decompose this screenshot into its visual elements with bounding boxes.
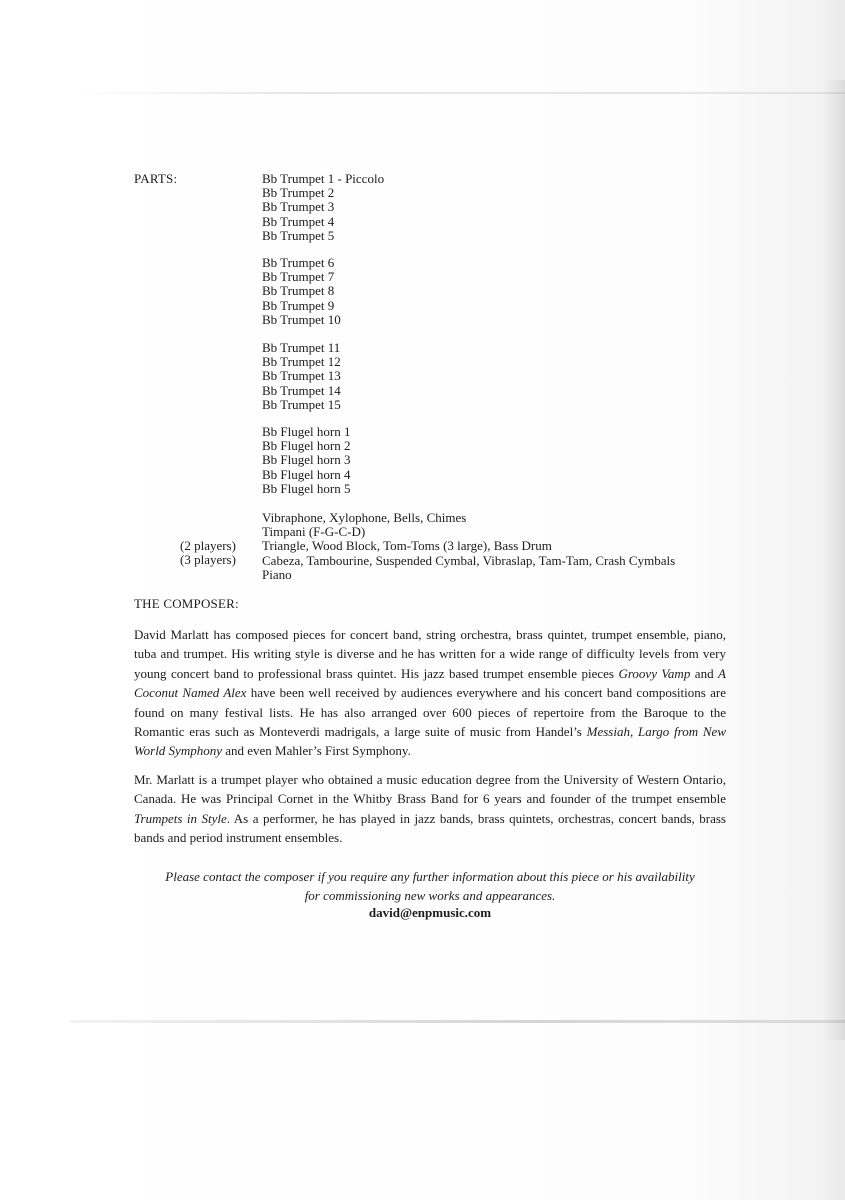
part-item: Triangle, Wood Block, Tom-Toms (3 large), Bass Drum: [262, 538, 552, 554]
part-item: Bb Trumpet 9: [262, 297, 335, 313]
contact-line-2: for commissioning new works and appearances.: [304, 888, 556, 903]
part-item: Bb Trumpet 15: [262, 396, 341, 412]
players-note-3: (3 players): [180, 552, 236, 568]
part-item: Bb Trumpet 14: [262, 382, 341, 398]
parts-group-flugel-horns: [262, 425, 350, 496]
part-item: Timpani (F-G-C-D): [262, 524, 366, 540]
part-item: Bb Trumpet 3: [262, 199, 335, 215]
part-item: Bb Trumpet 4: [262, 213, 335, 229]
part-item: Bb Flugel horn 1: [262, 424, 351, 439]
part-item: Bb Flugel horn 3: [262, 452, 351, 468]
players-note-2: (2 players): [180, 538, 236, 553]
part-item: Cabeza, Tambourine, Suspended Cymbal, Vibraslap, Tam-Tam, Crash Cymbals: [262, 552, 676, 568]
part-item: Bb Trumpet 2: [262, 185, 335, 201]
part-item: Bb Trumpet 6: [262, 255, 335, 270]
part-item: Bb Trumpet 1 - Piccolo: [262, 171, 385, 186]
contact-note: [134, 867, 726, 905]
part-item: Bb Trumpet 11: [262, 340, 341, 355]
part-item: Bb Trumpet 5: [262, 227, 335, 243]
parts-group-percussion: [262, 511, 675, 582]
part-item: Bb Trumpet 7: [262, 269, 335, 285]
contact-line-1: Please contact the composer if you require any further information about this piece or his availability: [165, 869, 695, 884]
part-item: Vibraphone, Xylophone, Bells, Chimes: [262, 510, 467, 525]
part-item: Bb Flugel horn 5: [262, 480, 351, 496]
composer-bio-paragraph-2: Mr. Marlatt is a trumpet player who obtained a music education degree from the University of Western Ontario, Canada. He was Principal Cornet in the Whitby Brass Band for 6 years and founder of the trumpet ensemble Trumpets in Style. As a performer, he has played in jazz bands, brass quintets, orchestras, concert bands, brass bands and period instrument ensembles.: [134, 772, 726, 846]
part-item: Bb Flugel horn 2: [262, 438, 351, 454]
page-bottom-edge: [70, 1020, 845, 1023]
parts-group-trumpets-1-5: [262, 172, 384, 243]
composer-heading: THE COMPOSER:: [134, 596, 239, 611]
parts-group-trumpets-6-10: [262, 256, 341, 327]
part-item: Bb Trumpet 8: [262, 283, 335, 299]
composer-bio-paragraph-1: David Marlatt has composed pieces for concert band, string orchestra, brass quintet, trumpet ensemble, piano, tuba and trumpet. His writing style is diverse and he has written for a wide range of difficulty levels from very young concert band to professional brass quintet. His jazz based trumpet ensemble pieces Groovy Vamp and A Coconut Named Alex have been well received by audiences everywhere and his concert band compositions are found on many festival lists. He has also arranged over 600 pieces of repertoire from the Baroque to the Romantic eras such as Monteverdi madrigals, a large suite of music from Handel’s Messiah, Largo from New World Symphony and even Mahler’s First Symphony.: [134, 627, 727, 759]
part-item: Piano: [262, 566, 292, 582]
percussion-player-notes: [180, 539, 236, 567]
part-item: Bb Trumpet 12: [262, 354, 341, 370]
parts-group-trumpets-11-15: [262, 341, 341, 412]
composer-email[interactable]: david@enpmusic.com: [368, 905, 492, 920]
page-right-shadow: [823, 80, 845, 1040]
parts-label: PARTS:: [134, 171, 178, 186]
part-item: Bb Flugel horn 4: [262, 466, 351, 482]
part-item: Bb Trumpet 13: [262, 368, 341, 384]
part-item: Bb Trumpet 10: [262, 311, 341, 327]
page-top-edge: [70, 92, 845, 94]
